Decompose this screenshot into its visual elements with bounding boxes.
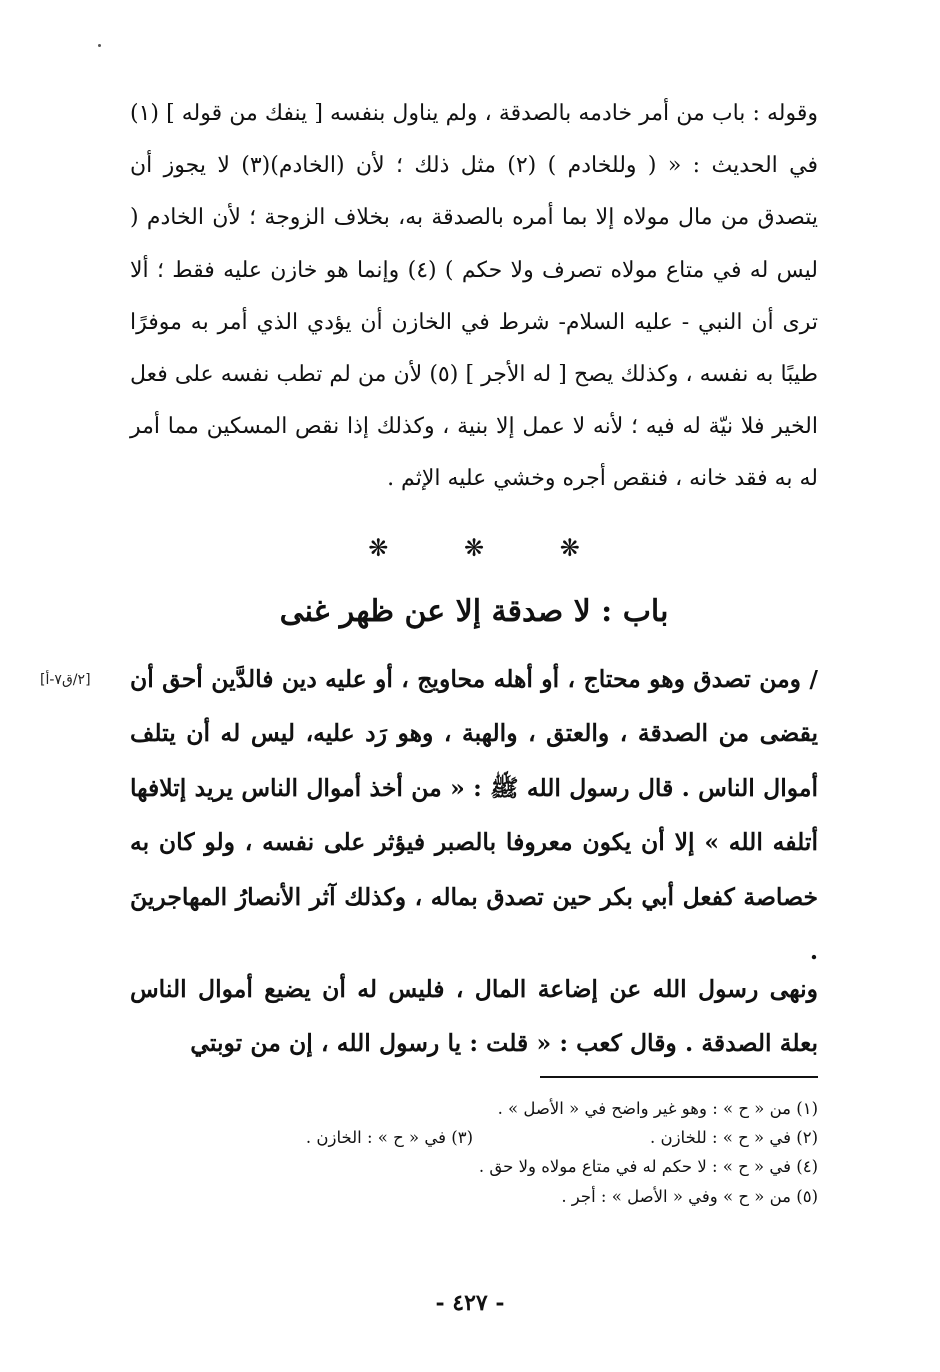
commentary-section [130,88,818,506]
separator-star-icon: ❋ [368,534,389,562]
footnotes [160,1094,818,1211]
page-number: - ٤٢٧ - [435,1290,505,1316]
commentary-paragraph: وقوله : باب من أمر خادمه بالصدقة ، ولم يناول بنفسه [ ينفك من قوله ] (١) في الحديث : « ( وللخادم ) (٢) مثل ذلك ؛ لأن (الخادم)(٣) لا يجوز أن يتصدق من مال مولاه إلا بما أمره بالصدقة به، بخلاف الزوجة ؛ لأن الخادم ( ليس له في متاع مولاه تصرف ولا حكم ) (٤) وإنما هو خازن عليه فقط ؛ ألا ترى أن النبي - عليه السلام- شرط في الخازن أن يؤدي الذي أمر به موفرًا طيبًا به نفسه ، وكذلك يصح [ له الأجر ] (٥) لأن من لم تطب نفسه على فعل الخير فلا نيّة له فيه ؛ لأنه لا عمل إلا بنية ، وكذلك إذا نقص المسكين مما أمر له به فقد خانه ، فنقص أجره وخشي عليه الإثم . [130,101,818,492]
footnote-3: (٣) في « ح » : الخازن . [305,1128,473,1148]
main-text-section-continued [130,962,818,1070]
footnote-row-2-3 [160,1123,818,1152]
footnote-2: (٢) في « ح » : للخازن . [649,1128,818,1148]
footnote-divider [540,1076,818,1078]
main-text-paragraph: ونهى رسول الله عن إضاعة المال ، فليس له أن يضيع أموال الناس بعلة الصدقة . وقال كعب : « قلت : يا رسول الله ، إن من توبتي [130,975,818,1057]
scan-speck [98,44,101,47]
section-separator [130,534,818,562]
separator-star-icon: ❋ [463,534,485,562]
footnote-5: (٥) من « ح » وفي « الأصل » : أجر . [561,1186,818,1206]
separator-star-icon: ❋ [559,534,580,562]
footnote-1: (١) من « ح » : وهو غير واضح في « الأصل » . [497,1099,818,1118]
manuscript-folio-marker: [٢/ق٧-أ] [40,672,91,688]
footnote-4: (٤) في « ح » : لا حكم له في متاع مولاه ولا حق . [478,1157,818,1177]
main-text-paragraph: / ومن تصدق وهو محتاج ، أو أهله محاويج ، أو عليه دين فالدَّين أحق أن يقضى من الصدقة ، والعتق ، والهبة ، وهو رَد عليه، ليس له أن يتلف أموال الناس . قال رسول الله ﷺ : « من أخذ أموال الناس يريد إتلافها أتلفه الله » إلا أن يكون معروفا بالصبر فيؤثر على نفسه ، ولو كان به خصاصة كفعل أبي بكر حين تصدق بماله ، وكذلك آثر الأنصارُ المهاجرينَ . [130,665,818,966]
main-text-section [130,652,818,978]
chapter-title: باب : لا صدقة إلا عن ظهر غنى [279,594,669,629]
